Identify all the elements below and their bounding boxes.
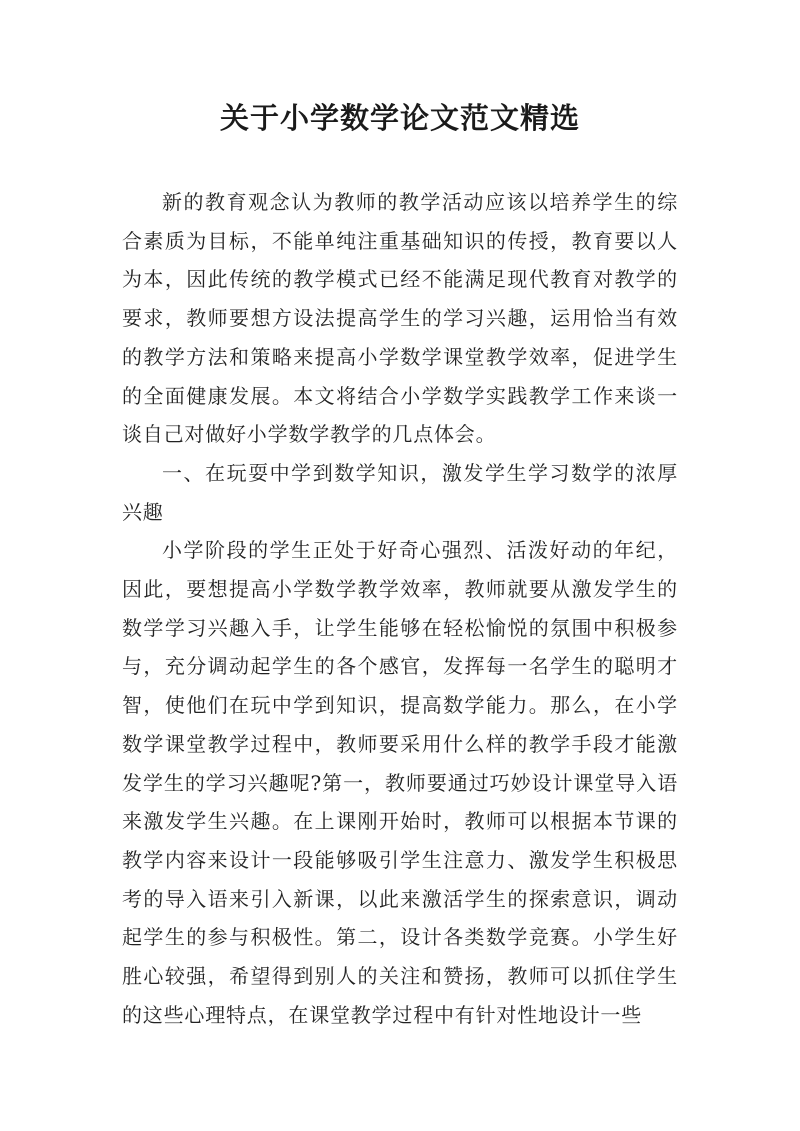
section-1-paragraph: 小学阶段的学生正处于好奇心强烈、活泼好动的年纪，因此，要想提高小学数学教学效率，教师就要从激发学生的数学学习兴趣入手，让学生能够在轻松愉悦的氛围中积极参与，充分调动起学生的各个感官，发挥每一名学生的聪明才智，使他们在玩中学到知识，提高数学能力。那么，在小学数学课堂教学过程中，教师要采用什么样的教学手段才能激发学生的学习兴趣呢?第一，教师要通过巧妙设计课堂导入语来激发学生兴趣。在上课刚开始时，教师可以根据本节课的教学内容来设计一段能够吸引学生注意力、激发学生积极思考的导入语来引入新课，以此来激活学生的探索意识，调动起学生的参与积极性。第二，设计各类数学竞赛。小学生好胜心较强，希望得到别人的关注和赞扬，教师可以抓住学生的这些心理特点，在课堂教学过程中有针对性地设计一些 (122, 538, 678, 1027)
intro-paragraph: 新的教育观念认为教师的教学活动应该以培养学生的综合素质为目标，不能单纯注重基础知识的传授，教育要以人为本，因此传统的教学模式已经不能满足现代教育对教学的要求，教师要想方设法提高学生的学习兴趣，运用恰当有效的教学方法和策略来提高小学数学课堂教学效率，促进学生的全面健康发展。本文将结合小学数学实践教学工作来谈一谈自己对做好小学数学教学的几点体会。 (122, 190, 678, 447)
document-title: 关于小学数学论文范文精选 (219, 101, 580, 135)
section-heading-1: 一、在玩耍中学到数学知识，激发学生学习数学的浓厚兴趣 (122, 460, 678, 524)
document-body (122, 183, 678, 1034)
